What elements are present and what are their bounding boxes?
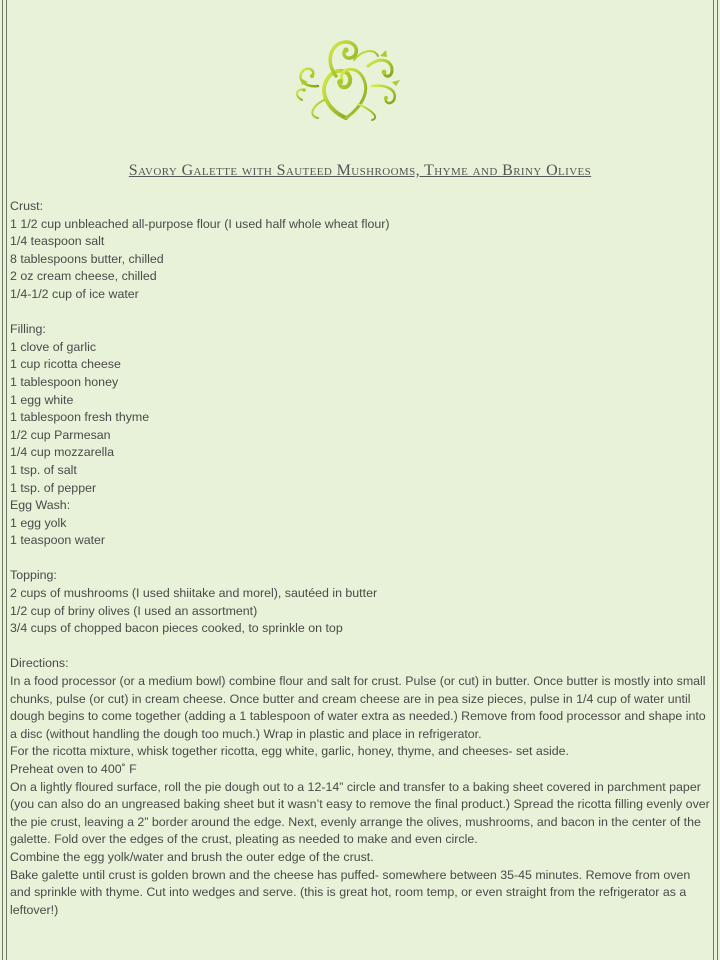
direction-step: Combine the egg yolk/water and brush the outer edge of the crust. — [10, 849, 374, 864]
direction-step: For the ricotta mixture, whisk together ricotta, egg white, garlic, honey, thyme, and cheeses- set aside. — [10, 744, 569, 759]
egg-wash-item: 1 teaspoon water — [10, 533, 106, 548]
crust-item: 2 oz cream cheese, chilled — [10, 269, 157, 284]
directions-heading: Directions: — [10, 656, 69, 671]
crust-item: 1 1/2 cup unbleached all-purpose flour (I used half whole wheat flour) — [10, 216, 390, 231]
crust-heading: Crust: — [10, 199, 44, 213]
topping-item: 2 cups of mushrooms (I used shiitake and morel), sautéed in butter — [10, 586, 378, 601]
egg-wash-heading: Egg Wash: — [10, 498, 71, 513]
filling-heading: Filling: — [10, 322, 46, 337]
direction-step: On a lightly floured surface, roll the pie dough out to a 12-14” circle and transfer to a baking sheet covered in parchment paper (you can also do an ungreased baking sheet but it wasn’t easy to remove the final product.) Spread the ricotta filling evenly over the pie crust, leaving a 2” border around the edge. Next, evenly arrange the olives, mushrooms, and bacon in the center of the galette. Fold over the edges of the crust, pleating as needed to make and even circle. — [10, 779, 710, 847]
topping-item: 3/4 cups of chopped bacon pieces cooked, to sprinkle on top — [10, 621, 343, 636]
recipe-body — [10, 198, 714, 919]
crust-item: 1/4-1/2 cup of ice water — [10, 286, 139, 301]
topping-heading: Topping: — [10, 568, 57, 583]
filling-item: 1 clove of garlic — [10, 339, 97, 354]
filling-item: 1 tablespoon fresh thyme — [10, 410, 150, 425]
filling-item: 1 egg white — [10, 392, 74, 407]
flourish-ornament-icon — [288, 30, 404, 122]
filling-item: 1 cup ricotta cheese — [10, 357, 121, 372]
egg-wash-item: 1 egg yolk — [10, 515, 67, 530]
filling-item: 1/4 cup mozzarella — [10, 445, 114, 460]
filling-item: 1 tsp. of pepper — [10, 480, 97, 495]
crust-item: 8 tablespoons butter, chilled — [10, 251, 164, 266]
filling-item: 1/2 cup Parmesan — [10, 427, 111, 442]
filling-item: 1 tsp. of salt — [10, 462, 77, 477]
direction-step: In a food processor (or a medium bowl) combine flour and salt for crust. Pulse (or cut) in butter. Once butter is mostly into small chunks, pulse (or cut) in cream cheese. Once butter and cream cheese are in pea size pieces, pulse in 1/4 cup of water until dough begins to come together (adding a 1 tablespoon of water extra as needed.) Remove from food processor and shape into a disc (without handling the dough too much.) Wrap in plastic and place in refrigerator. — [10, 674, 706, 741]
direction-step: Bake galette until crust is golden brown and the cheese has puffed- somewhere between 35-45 minutes. Remove from oven and sprinkle with thyme. Cut into wedges and serve. (this is great hot, room temp, or even straight from the refrigerator as a leftover!) — [10, 867, 691, 917]
filling-item: 1 tablespoon honey — [10, 374, 119, 389]
topping-item: 1/2 cup of briny olives (I used an assortment) — [10, 603, 258, 618]
direction-step: Preheat oven to 400˚ F — [10, 762, 137, 776]
crust-item: 1/4 teaspoon salt — [10, 234, 105, 249]
recipe-title: Savory Galette with Sauteed Mushrooms, Thyme and Briny Olives — [128, 162, 592, 179]
